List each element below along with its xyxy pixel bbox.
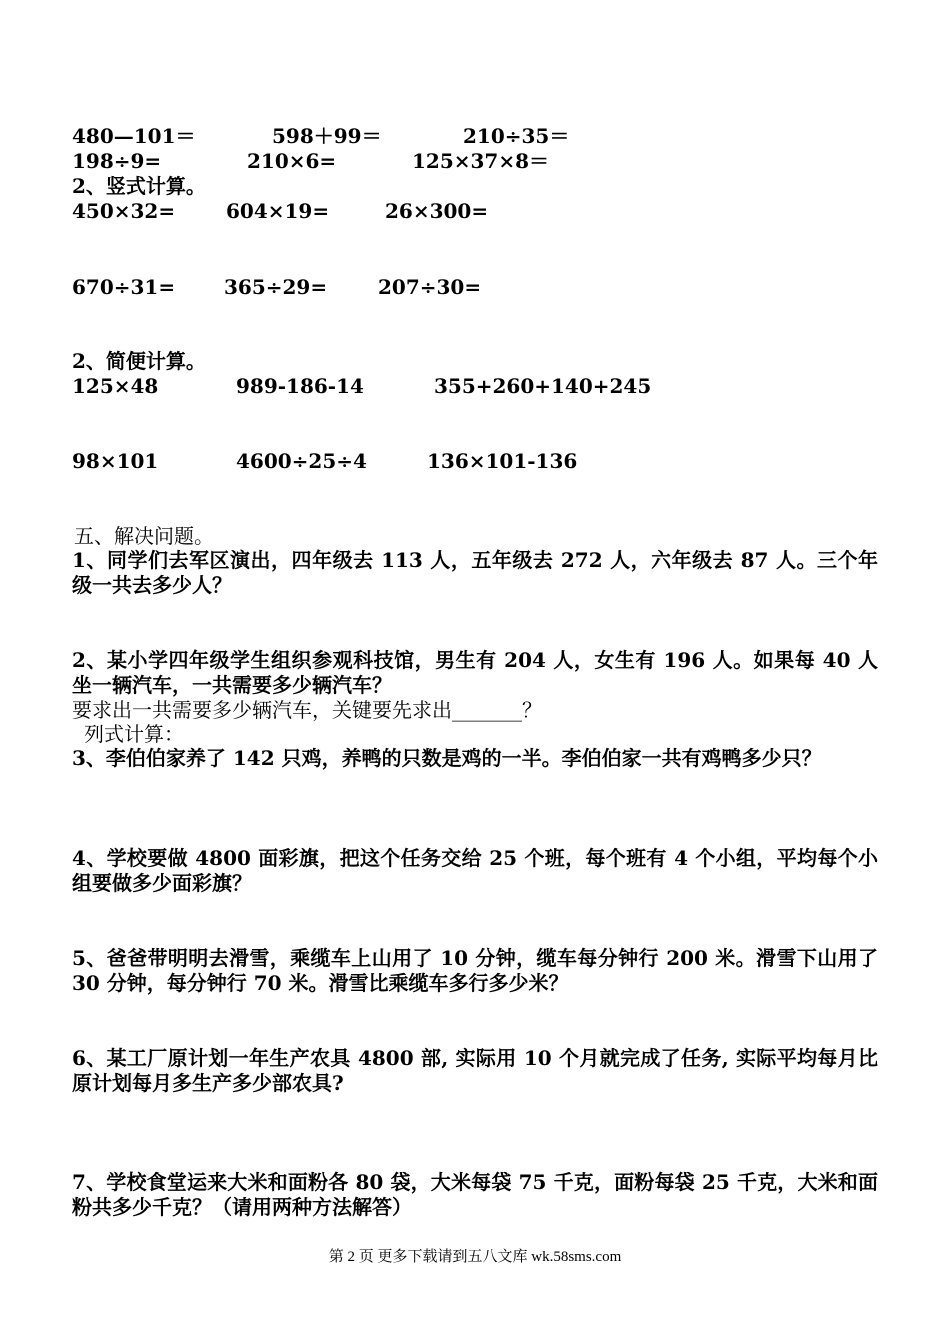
oral-item: 198÷9= [72, 149, 162, 173]
oral-item: 125×37×8＝ [412, 149, 550, 173]
simple-item: 136×101-136 [427, 449, 578, 473]
simple-item: 355+260+140+245 [434, 374, 652, 398]
problem-2-hint: 要求出一共需要多少辆汽车，关键要先求出_______？ [72, 698, 542, 722]
problem-3: 3、李伯伯家养了 142 只鸡，养鸭的只数是鸡的一半。李伯伯家一共有鸡鸭多少只？ [72, 746, 822, 770]
problem-4: 4、学校要做 4800 面彩旗，把这个任务交给 25 个班，每个班有 4 个小组，平均每个小组要做多少面彩旗？ [72, 846, 878, 895]
section-heading: 2、简便计算。 [72, 349, 206, 373]
simple-item: 98×101 [72, 449, 159, 473]
problem-6: 6、某工厂原计划一年生产农具 4800 部, 实际用 10 个月就完成了任务, 实际平均每月比原计划每月多生产多少部农具? [72, 1046, 878, 1095]
vertical-item: 604×19= [226, 199, 330, 223]
problem-5: 5、爸爸带明明去滑雪，乘缆车上山用了 10 分钟，缆车每分钟行 200 米。滑雪下山用了 30 分钟，每分钟行 70 米。滑雪比乘缆车多行多少米？ [72, 946, 878, 995]
problem-2-formula-label: 列式计算： [84, 722, 184, 746]
problem-7: 7、学校食堂运来大米和面粉各 80 袋，大米每袋 75 千克，面粉每袋 25 千克，大米和面粉共多少千克？（请用两种方法解答） [72, 1170, 878, 1219]
section-heading: 五、解决问题。 [74, 524, 214, 548]
vertical-item: 207÷30= [378, 275, 482, 299]
vertical-item: 26×300= [385, 199, 489, 223]
problem-2: 2、某小学四年级学生组织参观科技馆，男生有 204 人，女生有 196 人。如果每 40 人坐一辆汽车，一共需要多少辆汽车？ [72, 648, 878, 697]
vertical-item: 670÷31= [72, 275, 176, 299]
vertical-item: 365÷29= [224, 275, 328, 299]
oral-item: 210÷35＝ [463, 124, 570, 148]
simple-item: 989-186-14 [236, 374, 364, 398]
oral-item: 598＋99＝ [272, 124, 382, 148]
simple-item: 125×48 [72, 374, 159, 398]
vertical-item: 450×32= [72, 199, 176, 223]
oral-item: 210×6= [247, 149, 337, 173]
page-footer: 第 2 页 更多下载请到五八文库 wk.58sms.com [328, 1249, 622, 1265]
oral-item: 480—101＝ [72, 124, 196, 148]
section-heading: 2、竖式计算。 [72, 174, 206, 198]
simple-item: 4600÷25÷4 [236, 449, 367, 473]
problem-1: 1、同学们去军区演出，四年级去 113 人，五年级去 272 人，六年级去 87 人。三个年级一共去多少人？ [72, 548, 878, 597]
